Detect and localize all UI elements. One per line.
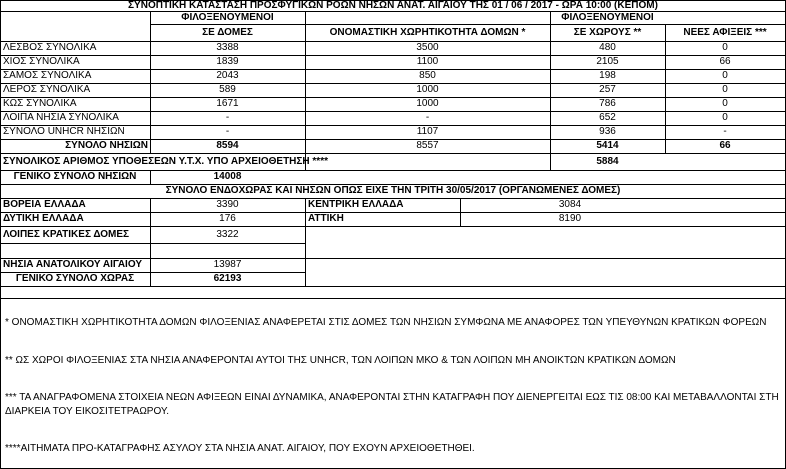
row-new: 0: [722, 84, 728, 95]
archived-label: ΣΥΝΟΛΙΚΟΣ ΑΡΙΘΜΟΣ ΥΠΟΘΕΣΕΩΝ Υ.Τ.Χ. ΥΠΟ ΑΡΧΕΙΟΘΕΤΗΣΗ ****: [3, 156, 328, 167]
east-aegean-value: 13987: [213, 259, 242, 270]
total-capacity: 8557: [416, 140, 439, 151]
row-domes: -: [225, 126, 230, 137]
row-xorous: 652: [599, 112, 616, 123]
north-greece-label: ΒΟΡΕΙΑ ΕΛΛΑΔΑ: [3, 199, 86, 210]
row-name: ΛΕΣΒΟΣ ΣΥΝΟΛΙΚΑ: [3, 42, 97, 53]
central-greece-label: ΚΕΝΤΡΙΚΗ ΕΛΛΑΔΑ: [308, 199, 404, 210]
row-capacity: 1000: [416, 98, 439, 109]
footnote-4: ****ΑΙΤΗΜΑΤΑ ΠΡΟ-ΚΑΤΑΓΡΑΦΗΣ ΑΣΥΛΟΥ ΣΤΑ ΝΗΣΙΑ ΑΝΑΤ. ΑΙΓΑΙΟΥ, ΠΟΥ ΕΧΟΥΝ ΑΡΧΕΙΟΘΕΤΗΘΕΙ.: [5, 443, 475, 454]
west-greece-value: 176: [219, 213, 236, 224]
total-new: 66: [719, 140, 731, 151]
header-new-arrivals: ΝΕΕΣ ΑΦΙΞΕΙΣ ***: [683, 27, 767, 38]
central-greece-value: 3084: [558, 199, 582, 210]
mainland-title: ΣΥΝΟΛΟ ΕΝΔΟΧΩΡΑΣ ΚΑΙ ΝΗΣΩΝ ΟΠΩΣ ΕΙΧΕ ΤΗΝ ΤΡΙΤΗ 30/05/2017 (ΟΡΓΑΝΩΜΕΝΕΣ ΔΟΜΕΣ): [165, 185, 621, 196]
attica-label: ΑΤΤΙΚΗ: [308, 213, 344, 224]
row-new: 0: [722, 42, 728, 53]
row-domes: -: [225, 112, 230, 123]
archived-value: 5884: [596, 156, 619, 167]
row-new: -: [723, 126, 727, 137]
row-domes: 1839: [216, 56, 239, 67]
grand-islands-value: 14008: [213, 171, 242, 182]
row-name: ΣΑΜΟΣ ΣΥΝΟΛΙΚΑ: [3, 70, 92, 81]
row-xorous: 786: [599, 98, 616, 109]
west-greece-label: ΔΥΤΙΚΗ ΕΛΛΑΔΑ: [3, 213, 84, 224]
row-new: 0: [722, 112, 728, 123]
row-capacity: 1000: [416, 84, 439, 95]
header-xorous-line2: ΣΕ ΧΩΡΟΥΣ **: [573, 27, 642, 38]
total-domes: 8594: [216, 140, 239, 151]
east-aegean-label: ΝΗΣΙΑ ΑΝΑΤΟΛΙΚΟΥ ΑΙΓΑΙΟΥ: [3, 259, 143, 270]
row-domes: 589: [219, 84, 236, 95]
other-state-value: 3322: [216, 229, 239, 240]
total-xorous: 5414: [596, 140, 619, 151]
row-capacity: -: [425, 112, 430, 123]
row-capacity: 850: [419, 70, 436, 81]
country-total-value: 62193: [213, 273, 242, 284]
row-domes: 2043: [216, 70, 239, 81]
footnote-3: *** ΤΑ ΑΝΑΓΡΑΦΟΜΕΝΑ ΣΤΟΙΧΕΙΑ ΝΕΩΝ ΑΦΙΞΕΩΝ ΕΙΝΑΙ ΔΥΝΑΜΙΚΑ, ΑΝΑΦΕΡΟΝΤΑΙ ΣΤΗΝ ΚΑΤΑΓΡΑΦΗ ΠΟΥ ΔΙΕΝΕΡΓΕΙΤΑΙ ΕΩΣ ΤΙΣ 08:00 ΚΑΙ ΜΕΤΑΒΑΛΛΟΝΤΑΙ ΣΤΗ ΔΙΑΡΚΕΙΑ ΤΟΥ ΕΙΚΟΣΙΤΕΤΡΑΩΡΟΥ.: [5, 392, 779, 417]
row-name: ΛΟΙΠΑ ΝΗΣΙΑ ΣΥΝΟΛΙΚΑ: [3, 112, 119, 123]
row-xorous: 257: [599, 84, 616, 95]
row-name: ΧΙΟΣ ΣΥΝΟΛΙΚΑ: [3, 56, 80, 67]
attica-value: 8190: [558, 213, 582, 224]
row-new: 0: [722, 98, 728, 109]
header-domes-line2: ΣΕ ΔΟΜΕΣ: [202, 27, 253, 38]
report-title: ΣΥΝΟΠΤΙΚΗ ΚΑΤΑΣΤΑΣΗ ΠΡΟΣΦΥΓΙΚΩΝ ΡΟΩΝ ΝΗΣΩΝ ΑΝΑΤ. ΑΙΓΑΙΟΥ ΤΗΣ 01 / 06 / 2017 - ΩΡΑ 10:00 (ΚΕΠΟΜ): [128, 0, 658, 11]
total-label: ΣΥΝΟΛΟ ΝΗΣΙΩΝ: [65, 140, 148, 151]
row-name: ΛΕΡΟΣ ΣΥΝΟΛΙΚΑ: [3, 84, 91, 95]
row-xorous: 2105: [596, 56, 619, 67]
row-new: 0: [722, 70, 728, 81]
header-xorous-line1: ΦΙΛΟΞΕΝΟΥΜΕΝΟΙ: [561, 12, 654, 23]
row-new: 66: [719, 56, 731, 67]
country-total-label: ΓΕΝΙΚΟ ΣΥΝΟΛΟ ΧΩΡΑΣ: [15, 273, 135, 284]
row-xorous: 936: [599, 126, 616, 137]
row-domes: 3388: [216, 42, 239, 53]
header-domes-line1: ΦΙΛΟΞΕΝΟΥΜΕΝΟΙ: [181, 12, 274, 23]
row-xorous: 480: [599, 42, 616, 53]
header-capacity: ΟΝΟΜΑΣΤΙΚΗ ΧΩΡΗΤΙΚΟΤΗΤΑ ΔΟΜΩΝ *: [329, 27, 526, 38]
footnote-1: * ΟΝΟΜΑΣΤΙΚΗ ΧΩΡΗΤΙΚΟΤΗΤΑ ΔΟΜΩΝ ΦΙΛΟΞΕΝΙΑΣ ΑΝΑΦΕΡΕΤΑΙ ΣΤΙΣ ΔΟΜΕΣ ΤΩΝ ΝΗΣΙΩΝ ΣΥΜΦΩΝΑ ΜΕ ΑΝΑΦΟΡΕΣ ΤΩΝ ΥΠΕΥΘΥΝΩΝ ΚΡΑΤΙΚΩΝ ΦΟΡΕΩΝ: [5, 317, 767, 328]
row-capacity: 3500: [416, 42, 439, 53]
row-xorous: 198: [599, 70, 616, 81]
footnote-2: ** ΩΣ ΧΩΡΟΙ ΦΙΛΟΞΕΝΙΑΣ ΣΤΑ ΝΗΣΙΑ ΑΝΑΦΕΡΟΝΤΑΙ ΑΥΤΟΙ ΤΗΣ UNHCR, ΤΩΝ ΛΟΙΠΩΝ ΜΚΟ & ΤΩΝ ΛΟΙΠΩΝ ΜΗ ΑΝΟΙΚΤΩΝ ΚΡΑΤΙΚΩΝ ΔΟΜΩΝ: [5, 355, 676, 366]
north-greece-value: 3390: [216, 199, 239, 210]
row-capacity: 1107: [416, 126, 439, 137]
row-capacity: 1100: [416, 56, 439, 67]
grand-islands-label: ΓΕΝΙΚΟ ΣΥΝΟΛΟ ΝΗΣΙΩΝ: [13, 171, 137, 182]
other-state-label: ΛΟΙΠΕΣ ΚΡΑΤΙΚΕΣ ΔΟΜΕΣ: [3, 229, 130, 240]
row-name: ΚΩΣ ΣΥΝΟΛΙΚΑ: [3, 98, 77, 109]
row-domes: 1671: [216, 98, 239, 109]
row-name: ΣΥΝΟΛΟ UNHCR ΝΗΣΙΩΝ: [3, 126, 125, 137]
